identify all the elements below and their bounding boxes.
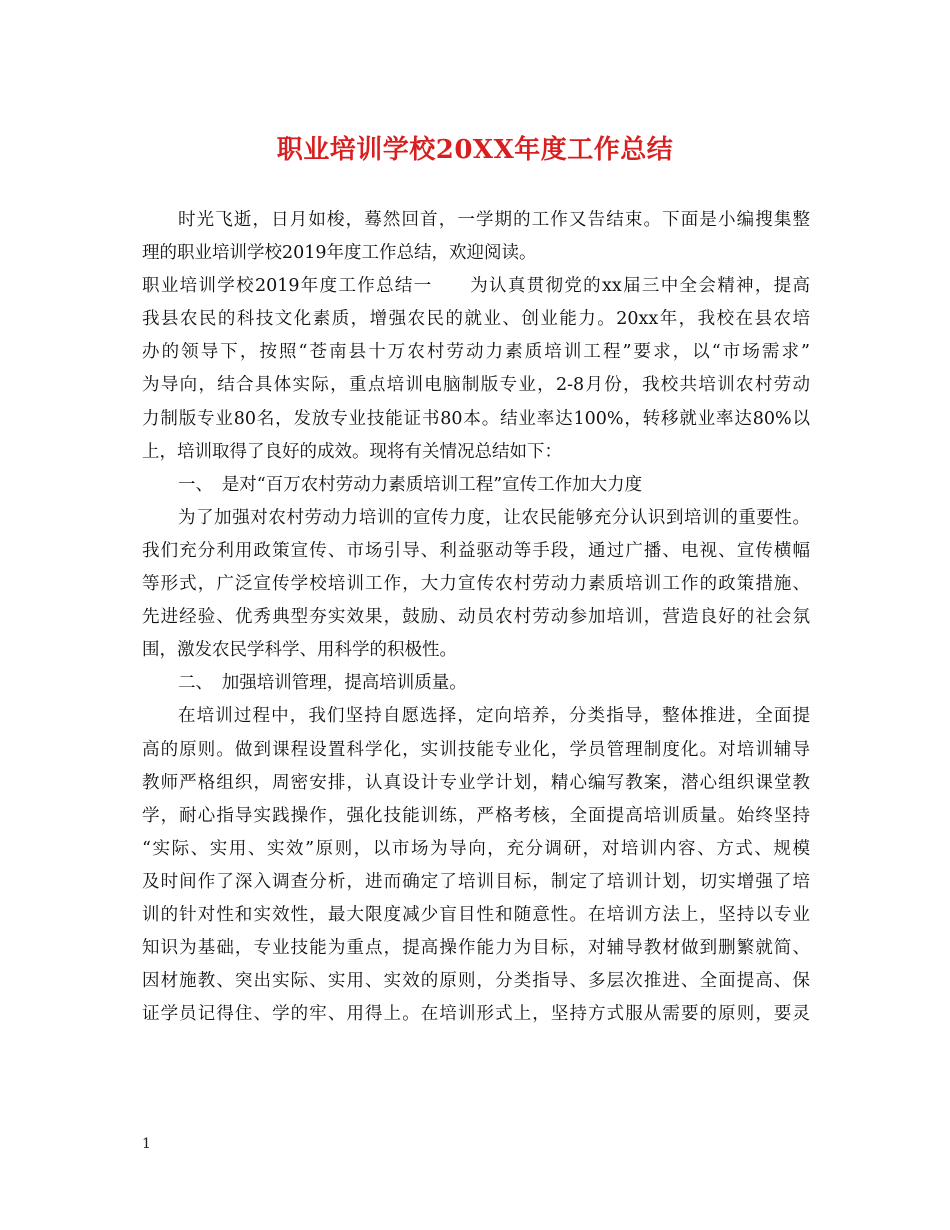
section-heading: 二、 加强培训管理，提高培训质量。: [178, 673, 467, 694]
paragraph-line: 证学员记得住、学的牢、用得上。在培训形式上，坚持方式服从需要的原则，要灵: [142, 1004, 810, 1025]
paragraph-line: 上，培训取得了良好的成效。现将有关情况总结如下：: [142, 441, 562, 462]
paragraph-line: 学，耐心指导实践操作，强化技能训练，严格考核，全面提高培训质量。始终坚持: [142, 805, 810, 826]
document-title: 职业培训学校20XX年度工作总结: [276, 135, 674, 165]
paragraph-line: 先进经验、优秀典型夯实效果，鼓励、动员农村劳动参加培训，营造良好的社会氛: [142, 607, 810, 628]
paragraph-line: 理的职业培训学校2019年度工作总结，欢迎阅读。: [142, 243, 537, 264]
paragraph-line: 我们充分利用政策宣传、市场引导、利益驱动等手段，通过广播、电视、宣传横幅: [142, 540, 810, 561]
document-body: [142, 204, 810, 1031]
page-number: 1: [142, 1136, 151, 1152]
paragraph-line: 职业培训学校2019年度工作总结一 为认真贯彻党的xx届三中全会精神，提高: [142, 276, 810, 297]
paragraph-line: “实际、实用、实效”原则，以市场为导向，充分调研，对培训内容、方式、规模: [142, 838, 810, 859]
paragraph-line: 在培训过程中，我们坚持自愿选择，定向培养，分类指导，整体推进，全面提: [178, 706, 810, 727]
paragraph-line: 力制版专业80名，发放专业技能证书80本。结业率达100%，转移就业率达80%以: [142, 408, 810, 429]
paragraph-line: 办的领导下，按照“苍南县十万农村劳动力素质培训工程”要求，以“市场需求”: [142, 342, 810, 363]
paragraph-line: 教师严格组织，周密安排，认真设计专业学计划，精心编写教案，潜心组织课堂教: [142, 772, 810, 793]
paragraph-line: 为导向，结合具体实际，重点培训电脑制版专业，2-8月份，我校共培训农村劳动: [142, 375, 810, 396]
paragraph-line: 为了加强对农村劳动力培训的宣传力度，让农民能够充分认识到培训的重要性。: [178, 507, 810, 528]
section-heading: 一、 是对“百万农村劳动力素质培训工程”宣传工作加大力度: [178, 474, 643, 495]
paragraph-line: 围，激发农民学科学、用科学的积极性。: [142, 640, 457, 661]
paragraph-line: 及时间作了深入调查分析，进而确定了培训目标，制定了培训计划，切实增强了培: [142, 871, 810, 892]
paragraph-line: 等形式，广泛宣传学校培训工作，大力宣传农村劳动力素质培训工作的政策措施、: [142, 574, 810, 595]
paragraph-line: 因材施教、突出实际、实用、实效的原则，分类指导、多层次推进、全面提高、保: [142, 971, 810, 992]
paragraph-line: 时光飞逝，日月如梭，蓦然回首，一学期的工作又告结束。下面是小编搜集整: [178, 210, 810, 230]
paragraph-line: 知识为基础，专业技能为重点，提高操作能力为目标，对辅导教材做到删繁就简、: [142, 938, 810, 959]
paragraph-line: 训的针对性和实效性，最大限度减少盲目性和随意性。在培训方法上，坚持以专业: [142, 904, 810, 925]
paragraph-line: 高的原则。做到课程设置科学化，实训技能专业化，学员管理制度化。对培训辅导: [142, 739, 810, 760]
paragraph-line: 我县农民的科技文化素质，增强农民的就业、创业能力。20xx年，我校在县农培: [142, 309, 810, 330]
